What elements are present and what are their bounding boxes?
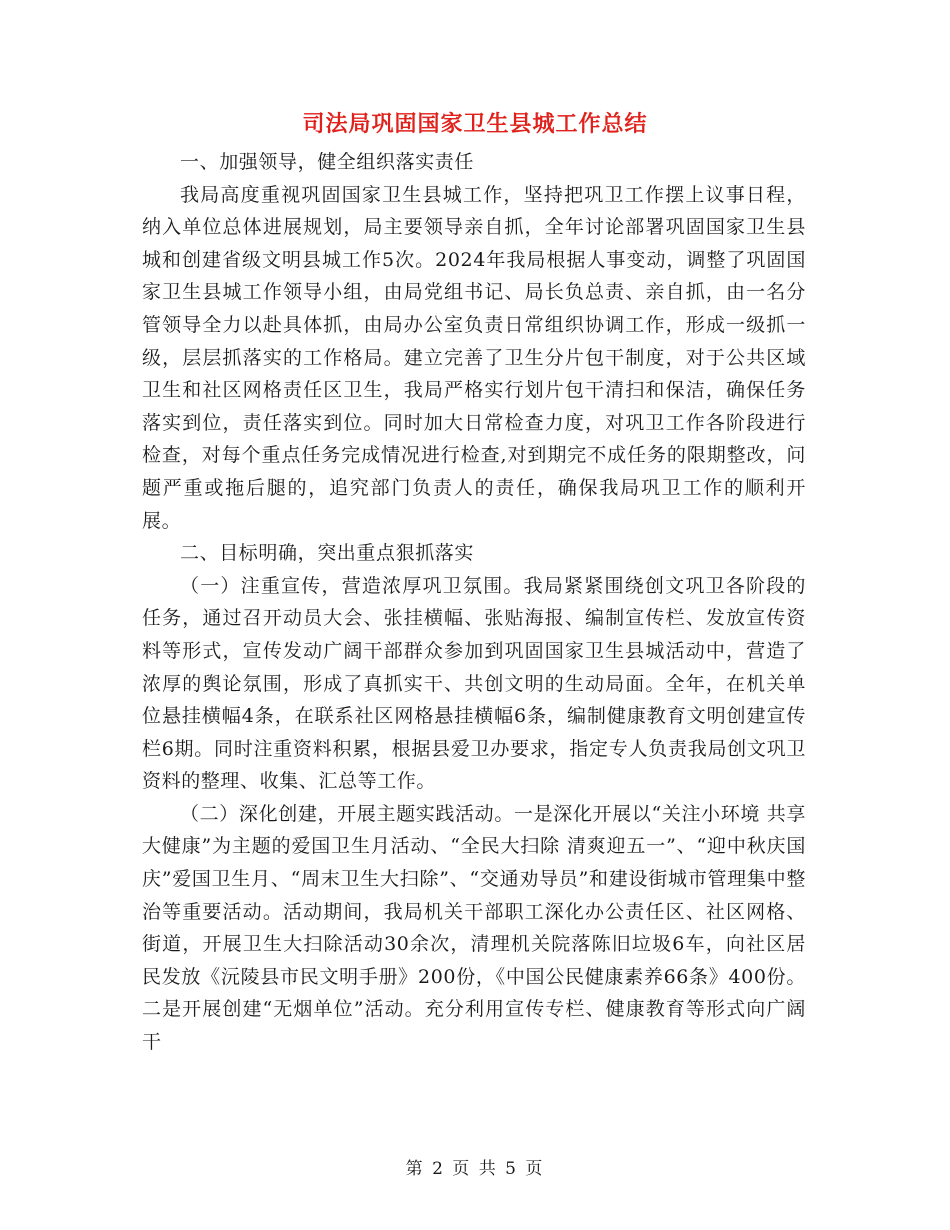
- document-body: [142, 146, 806, 1059]
- body-paragraph: （二）深化创建，开展主题实践活动。一是深化开展以“关注小环境 共享大健康”为主题的爱国卫生月活动、“全民大扫除 清爽迎五一”、“迎中秋庆国庆”爱国卫生月、“周末卫生大扫除”、“交通劝导员”和建设街城市管理集中整治等重要活动。活动期间，我局机关干部职工深化办公责任区、社区网格、街道，开展卫生大扫除活动30余次，清理机关院落陈旧垃圾6车，向社区居民发放《沅陵县市民文明手册》200份，《中国公民健康素养66条》400份。二是开展创建“无烟单位”活动。充分利用宣传专栏、健康教育等形式向广阔干: [142, 802, 806, 1054]
- section-heading-2: 二、目标明确，突出重点狠抓落实: [180, 542, 475, 565]
- document-title: 司法局巩固国家卫生县城工作总结: [302, 111, 648, 137]
- body-paragraph: （一）注重宣传，营造浓厚巩卫氛围。我局紧紧围绕创文巩卫各阶段的任务，通过召开动员大会、张挂横幅、张贴海报、编制宣传栏、发放宣传资料等形式，宣传发动广阔干部群众参加到巩固国家卫生县城活动中，营造了浓厚的舆论氛围，形成了真抓实干、共创文明的生动局面。全年，在机关单位悬挂横幅4条，在联系社区网格悬挂横幅6条，编制健康教育文明创建宣传栏6期。同时注重资料积累，根据县爱卫办要求，指定专人负责我局创文巩卫资料的整理、收集、汇总等工作。: [142, 574, 806, 793]
- section-heading-1: 一、加强领导，健全组织落实责任: [180, 151, 475, 173]
- body-paragraph: 我局高度重视巩固国家卫生县城工作，坚持把巩卫工作摆上议事日程，纳入单位总体进展规划，局主要领导亲自抓，全年讨论部署巩固国家卫生县城和创建省级文明县城工作5次。2024年我局根据人事变动，调整了巩固国家卫生县城工作领导小组，由局党组书记、局长负总责、亲自抓，由一名分管领导全力以赴具体抓，由局办公室负责日常组织协调工作，形成一级抓一级，层层抓落实的工作格局。建立完善了卫生分片包干制度，对于公共区域卫生和社区网格责任区卫生，我局严格实行划片包干清扫和保洁，确保任务落实到位，责任落实到位。同时加大日常检查力度，对巩卫工作各阶段进行检查，对每个重点任务完成情况进行检查,对到期完不成任务的限期整改，问题严重或拖后腿的，追究部门负责人的责任，确保我局巩卫工作的顺利开展。: [142, 183, 806, 532]
- page-number-footer: 第 2 页 共 5 页: [405, 1159, 545, 1179]
